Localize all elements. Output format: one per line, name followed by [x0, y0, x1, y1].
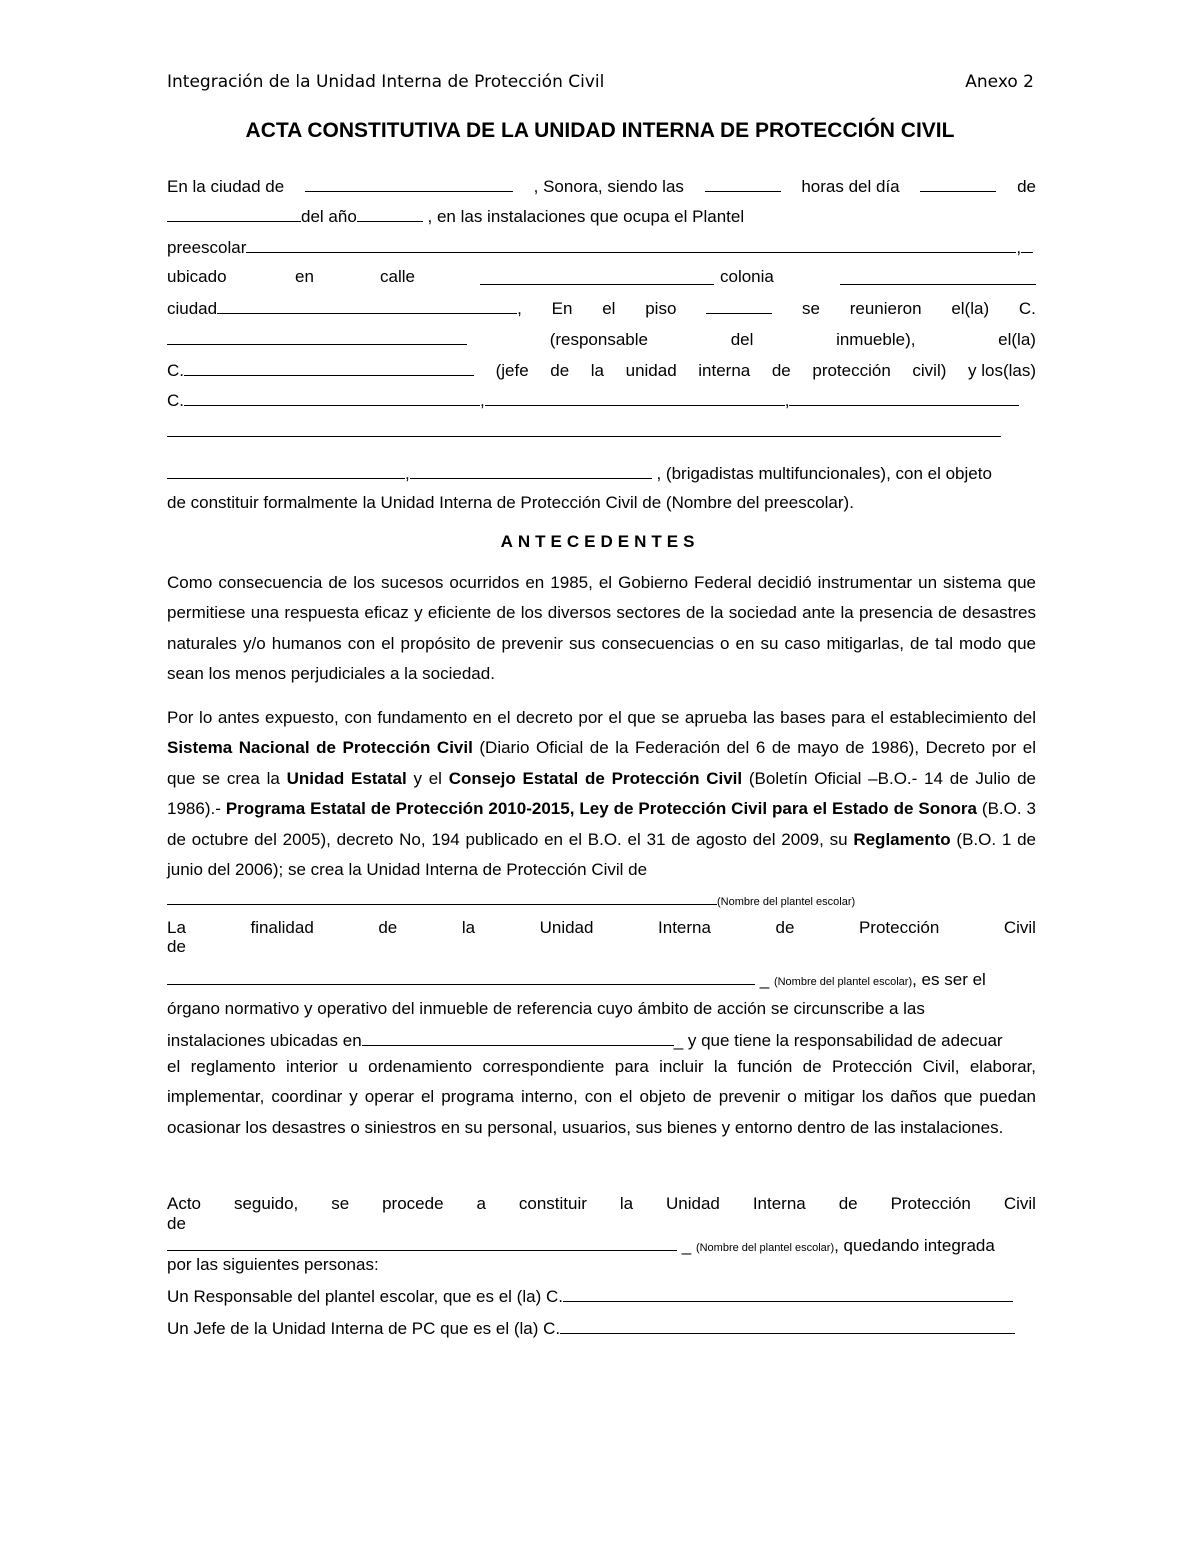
intro-line-10: , , (brigadistas multifuncionales), con el objeto: [167, 462, 1036, 485]
member-chief-blank[interactable]: [560, 1317, 1015, 1334]
brigadist-8-blank[interactable]: [410, 462, 652, 479]
section-title-antecedentes: ANTECEDENTES: [500, 532, 700, 551]
plantel-blank-1[interactable]: [167, 888, 717, 905]
month-blank[interactable]: [167, 205, 301, 222]
plantel-blank-2[interactable]: [167, 968, 755, 985]
para3-line-3: órgano normativo y operativo del inmueble de referencia cuyo ámbito de acción se circunscribe a las: [167, 999, 925, 1018]
member-chief: Un Jefe de la Unidad Interna de PC que es el (la) C.: [167, 1317, 1036, 1340]
plantel-line-1: (Nombre del plantel escolar): [167, 888, 1036, 913]
intro-line-8: C. , ,: [167, 389, 1036, 412]
para3-line-2: _ (Nombre del plantel escolar), es ser el: [167, 968, 1036, 993]
brigadist-6-blank[interactable]: [723, 420, 1001, 437]
brigadist-1-blank[interactable]: [184, 389, 480, 406]
colonia-blank[interactable]: [840, 268, 1036, 285]
para3-de: de: [167, 937, 186, 956]
member-responsible-blank[interactable]: [563, 1285, 1013, 1302]
brigadist-2-blank[interactable]: [485, 389, 785, 406]
intro-line-1: En la ciudad de , Sonora, siendo las horas del día de: [167, 177, 1036, 196]
para4-line-1: Acto seguido, se procede a constituir la Unidad Interna de Protección Civil: [167, 1194, 1036, 1213]
intro-line-5: ciudad , En el piso se reunieron el(la) C.: [167, 299, 1036, 318]
document-page: Integración de la Unidad Interna de Protección Civil Anexo 2 ACTA CONSTITUTIVA DE LA UNIDAD INTERNA DE PROTECCIÓN CIVIL En la ciudad de , Sonora, siendo las horas del día de del año , en las instalaciones que ocupa el Plantel preescolar , ubicado en calle colonia ciudad , En el piso se reunieron el(la) C. (responsable del inmueble), el(la) C. (jefe de la unidad interna de protección civil) y los(las) C. , , , , (brigadistas multifuncionales), con el objeto de constituir formalmente la Unidad Interna de Protección Civil de (Nombre del preescolar). ANTECEDENTES Como consecuencia de los sucesos ocurridos en 1985, el Gobierno Federal decidió instrumentar un sistema que permitiese una respuesta eficaz y eficiente de los diversos sectores de la sociedad ante la presencia de desastres naturales y/o humanos con el propósito de prevenir sus consecuencias o en su caso mitigarlas, de tal modo que sean los menos perjudiciales a la sociedad. Por lo antes expuesto, con fundamento en el decreto por el que se aprueba las bases para el establecimiento del Sistema Nacional de Protección Civil (Diario Oficial de la Federación del 6 de mayo de 1986), Decreto por el que se crea la Unidad Estatal y el Consejo Estatal de Protección Civil (Boletín Oficial –B.O.- 14 de Julio de 1986).- Programa Estatal de Protección 2010-2015, Ley de Protección Civil para el Estado de Sonora (B.O. 3 de octubre del 2005), decreto No, 194 publicado en el B.O. el 31 de agosto del 2009, su Reglamento (B.O. 1 de junio del 2006); se crea la Unidad Interna de Protección Civil de (Nombre del plantel escolar) La finalidad de la Unidad Interna de Protección Civil de _ (Nombre del plantel escolar), es ser el órgano normativo y operativo del inmueble de referencia cuyo ámbito de acción se circunscribe a las instalaciones ubicadas en _ y que tiene la responsabilidad de adecuar el reglamento interior u ordenamiento correspondiente para incluir la función de Protección Civil, elaborar, implementar, coordinar y operar el programa interno, con el objeto de prevenir o mitigar los daños que puedan ocasionar los desastres o siniestros en su personal, usuarios, sus bienes y entorno dentro de las instalaciones. Acto seguido, se procede a constituir la Unidad Interna de Protección Civil de _ (Nombre del plantel escolar), quedando integrada por las siguientes personas: Un Responsable del plantel escolar, que es el (la) C. Un Jefe de la Unidad Interna de PC que es el (la) C.: [0, 0, 1200, 1553]
intro-line-7: C. (jefe de la unidad interna de protección civil) y los(las): [167, 361, 1036, 380]
street-blank[interactable]: [480, 268, 714, 285]
paragraph-antecedentes-1: Como consecuencia de los sucesos ocurridos en 1985, el Gobierno Federal decidió instrumentar un sistema que permitiese una respuesta eficaz y eficiente de los diversos sectores de la sociedad ante la presencia de desastres naturales y/o humanos con el propósito de prevenir sus consecuencias o en su caso mitigarlas, de tal modo que sean los menos perjudiciales a la sociedad.: [167, 573, 1036, 684]
intro-line-3: preescolar ,: [167, 236, 1036, 259]
para3-line-1: La finalidad de la Unidad Interna de Protección Civil: [167, 918, 1036, 937]
city-blank[interactable]: [305, 175, 513, 192]
brigadist-3-blank[interactable]: [789, 389, 1019, 406]
header-left: Integración de la Unidad Interna de Protección Civil: [167, 72, 605, 92]
member-responsible: Un Responsable del plantel escolar, que es el (la) C.: [167, 1285, 1036, 1308]
floor-blank[interactable]: [706, 297, 772, 314]
para4-de: de: [167, 1214, 186, 1233]
para4-line-3: por las siguientes personas:: [167, 1255, 379, 1274]
hours-blank[interactable]: [705, 175, 781, 192]
intro-line-11: de constituir formalmente la Unidad Interna de Protección Civil de (Nombre del preescolar).: [167, 493, 854, 512]
intro-line-2: del año , en las instalaciones que ocupa el Plantel: [167, 205, 1036, 228]
brigadist-5-blank[interactable]: [445, 420, 723, 437]
day-blank[interactable]: [920, 175, 996, 192]
brigadist-4-blank[interactable]: [167, 420, 445, 437]
year-blank[interactable]: [357, 205, 423, 222]
paragraph-antecedentes-2: Por lo antes expuesto, con fundamento en el decreto por el que se aprueba las bases para el establecimiento del Sistema Nacional de Protección Civil (Diario Oficial de la Federación del 6 de mayo de 1986), Decreto por el que se crea la Unidad Estatal y el Consejo Estatal de Protección Civil (Boletín Oficial –B.O.- 14 de Julio de 1986).- Programa Estatal de Protección 2010-2015, Ley de Protección Civil para el Estado de Sonora (B.O. 3 de octubre del 2005), decreto No, 194 publicado en el B.O. el 31 de agosto del 2009, su Reglamento (B.O. 1 de junio del 2006); se crea la Unidad Interna de Protección Civil de: [167, 708, 1037, 880]
chief-blank[interactable]: [184, 359, 474, 376]
document-title: ACTA CONSTITUTIVA DE LA UNIDAD INTERNA DE PROTECCIÓN CIVIL: [245, 119, 955, 142]
preschool-blank[interactable]: [246, 236, 1016, 253]
plantel-blank-3[interactable]: [167, 1234, 677, 1251]
responsible-blank[interactable]: [167, 328, 467, 345]
brigadist-7-blank[interactable]: [167, 462, 405, 479]
para4-line-2: _ (Nombre del plantel escolar), quedando integrada: [167, 1234, 1036, 1259]
location-blank[interactable]: [362, 1029, 674, 1046]
intro-line-9: [167, 420, 1036, 443]
city2-blank[interactable]: [217, 297, 517, 314]
para3-body: el reglamento interior u ordenamiento correspondiente para incluir la función de Protección Civil, elaborar, implementar, coordinar y operar el programa interno, con el objeto de prevenir o mitigar los daños que puedan ocasionar los desastres o siniestros en su personal, usuarios, sus bienes y entorno dentro de las instalaciones.: [167, 1057, 1036, 1137]
header-right: Anexo 2: [965, 72, 1034, 92]
intro-line-6: (responsable del inmueble), el(la): [167, 328, 1036, 351]
para3-line-4: instalaciones ubicadas en _ y que tiene la responsabilidad de adecuar: [167, 1031, 1003, 1050]
